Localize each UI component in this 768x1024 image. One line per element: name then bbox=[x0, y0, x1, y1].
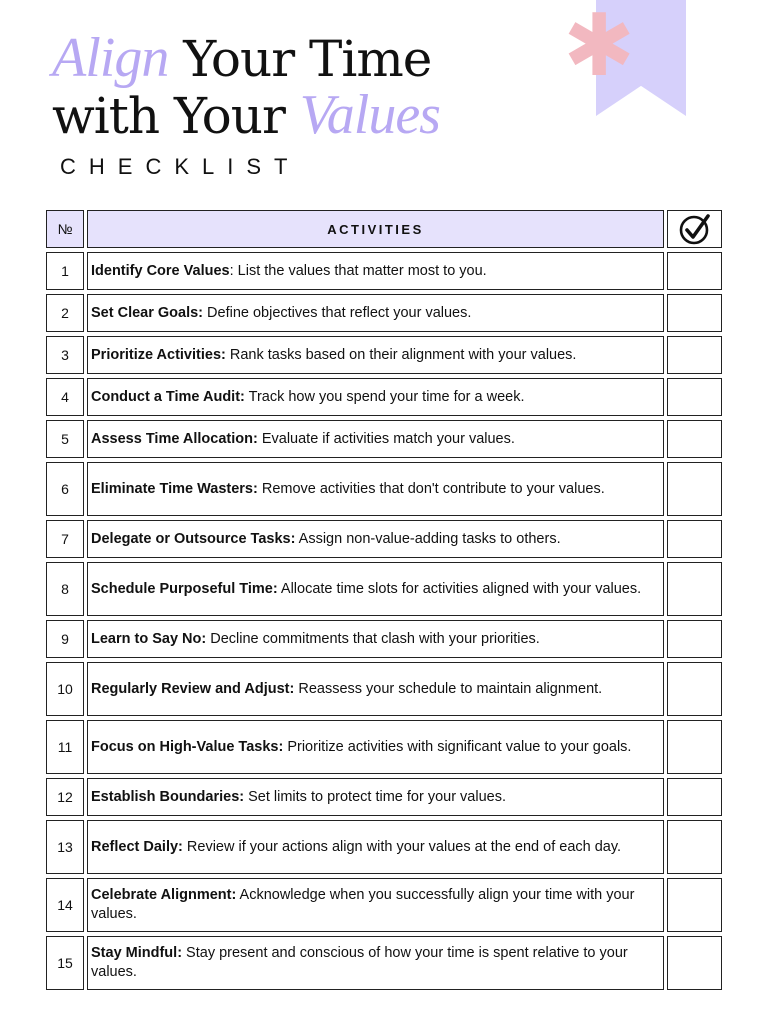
activity-description: Rank tasks based on their alignment with your values. bbox=[225, 346, 577, 363]
activity-description: Decline commitments that clash with your priorities. bbox=[206, 630, 540, 647]
activity-text bbox=[91, 346, 660, 365]
activity-text bbox=[91, 838, 660, 857]
header-activities: ACTIVITIES bbox=[87, 210, 664, 248]
table-row bbox=[46, 378, 722, 416]
check-circle-icon bbox=[678, 212, 712, 246]
row-number: 3 bbox=[46, 336, 84, 374]
activity-description: Remove activities that don't contribute to your values. bbox=[257, 480, 605, 497]
activity-title: Celebrate Alignment: bbox=[91, 887, 237, 903]
table-row bbox=[46, 420, 722, 458]
activity-title: Delegate or Outsource Tasks: bbox=[91, 530, 296, 547]
activity-description: Assign non-value-adding tasks to others. bbox=[295, 530, 561, 547]
activity-description: Reassess your schedule to maintain alignment. bbox=[294, 680, 603, 697]
table-header-row bbox=[46, 210, 722, 248]
table-row bbox=[46, 462, 722, 516]
table-row bbox=[46, 620, 722, 658]
row-activity bbox=[87, 562, 664, 616]
table-row bbox=[46, 336, 722, 374]
activity-text bbox=[91, 630, 660, 649]
activity-text bbox=[91, 430, 660, 449]
table-row bbox=[46, 662, 722, 716]
row-number: 12 bbox=[46, 778, 84, 816]
row-activity bbox=[87, 252, 664, 290]
title-word-with-your: with Your bbox=[52, 87, 285, 145]
activity-text bbox=[91, 304, 660, 323]
activity-description: Define objectives that reflect your values. bbox=[203, 304, 472, 321]
activity-text bbox=[91, 886, 660, 924]
row-number: 11 bbox=[46, 720, 84, 774]
activity-text bbox=[91, 738, 660, 757]
activity-text bbox=[91, 680, 660, 699]
row-checkbox[interactable] bbox=[667, 252, 722, 290]
subtitle-checklist: CHECKLIST bbox=[60, 154, 301, 179]
row-number: 10 bbox=[46, 662, 84, 716]
table-row bbox=[46, 252, 722, 290]
title-word-values: Values bbox=[299, 84, 440, 146]
activity-text bbox=[91, 388, 660, 407]
activity-text bbox=[91, 480, 660, 499]
row-checkbox[interactable] bbox=[667, 778, 722, 816]
row-checkbox[interactable] bbox=[667, 420, 722, 458]
row-checkbox[interactable] bbox=[667, 520, 722, 558]
row-activity bbox=[87, 820, 664, 874]
activity-title: Set Clear Goals: bbox=[91, 304, 204, 321]
page-title bbox=[52, 27, 572, 146]
activity-description: Track how you spend your time for a week. bbox=[244, 388, 525, 405]
activity-title: Establish Boundaries: bbox=[91, 788, 245, 805]
row-activity bbox=[87, 620, 664, 658]
row-checkbox[interactable] bbox=[667, 936, 722, 990]
activity-text bbox=[91, 788, 660, 807]
title-word-align: Align bbox=[52, 27, 169, 89]
row-activity bbox=[87, 462, 664, 516]
row-number: 2 bbox=[46, 294, 84, 332]
row-activity bbox=[87, 294, 664, 332]
activity-title: Prioritize Activities: bbox=[91, 346, 226, 363]
row-checkbox[interactable] bbox=[667, 562, 722, 616]
table-row bbox=[46, 936, 722, 990]
row-activity bbox=[87, 336, 664, 374]
row-checkbox[interactable] bbox=[667, 378, 722, 416]
table-row bbox=[46, 294, 722, 332]
row-activity bbox=[87, 878, 664, 932]
activity-title: Schedule Purposeful Time: bbox=[91, 580, 278, 597]
activity-title: Learn to Say No: bbox=[91, 630, 207, 647]
table-row bbox=[46, 562, 722, 616]
activity-text bbox=[91, 530, 660, 549]
table-row bbox=[46, 778, 722, 816]
row-checkbox[interactable] bbox=[667, 662, 722, 716]
table-row bbox=[46, 720, 722, 774]
header-check-cell bbox=[667, 210, 722, 248]
activity-description: Set limits to protect time for your values. bbox=[244, 788, 506, 805]
row-checkbox[interactable] bbox=[667, 878, 722, 932]
row-number: 4 bbox=[46, 378, 84, 416]
row-number: 6 bbox=[46, 462, 84, 516]
table-row bbox=[46, 878, 722, 932]
activity-title: Reflect Daily: bbox=[91, 838, 183, 855]
row-checkbox[interactable] bbox=[667, 720, 722, 774]
row-number: 1 bbox=[46, 252, 84, 290]
row-number: 13 bbox=[46, 820, 84, 874]
activity-description: Review if your actions align with your values at the end of each day. bbox=[182, 838, 622, 855]
activity-description: Prioritize activities with significant value to your goals. bbox=[283, 738, 632, 755]
row-activity bbox=[87, 420, 664, 458]
row-activity bbox=[87, 662, 664, 716]
row-activity bbox=[87, 778, 664, 816]
activity-description: Stay present and conscious of how your time is spent relative to your values. bbox=[91, 945, 628, 980]
activity-description: Allocate time slots for activities aligned with your values. bbox=[277, 580, 642, 597]
table-row bbox=[46, 520, 722, 558]
row-activity bbox=[87, 936, 664, 990]
activity-title: Conduct a Time Audit: bbox=[91, 388, 245, 405]
activity-title: Stay Mindful: bbox=[91, 945, 183, 961]
activity-text bbox=[91, 944, 660, 982]
row-checkbox[interactable] bbox=[667, 336, 722, 374]
table-row bbox=[46, 820, 722, 874]
row-number: 7 bbox=[46, 520, 84, 558]
row-number: 15 bbox=[46, 936, 84, 990]
checklist-table bbox=[46, 210, 722, 994]
activity-description: : List the values that matter most to you. bbox=[229, 262, 487, 279]
title-word-your-time: Your Time bbox=[183, 30, 432, 88]
header-number: № bbox=[46, 210, 84, 248]
activity-title: Identify Core Values bbox=[91, 262, 230, 279]
activity-description: Acknowledge when you successfully align your time with your values. bbox=[91, 887, 635, 922]
row-number: 5 bbox=[46, 420, 84, 458]
activity-title: Regularly Review and Adjust: bbox=[91, 680, 295, 697]
activity-text bbox=[91, 580, 660, 599]
row-checkbox[interactable] bbox=[667, 620, 722, 658]
row-activity bbox=[87, 720, 664, 774]
row-checkbox[interactable] bbox=[667, 462, 722, 516]
row-number: 14 bbox=[46, 878, 84, 932]
activity-text bbox=[91, 262, 660, 281]
row-activity bbox=[87, 378, 664, 416]
activity-description: Evaluate if activities match your values. bbox=[257, 430, 515, 447]
activity-title: Eliminate Time Wasters: bbox=[91, 480, 258, 497]
activity-title: Assess Time Allocation: bbox=[91, 430, 258, 447]
row-number: 9 bbox=[46, 620, 84, 658]
row-checkbox[interactable] bbox=[667, 294, 722, 332]
row-number: 8 bbox=[46, 562, 84, 616]
asterisk-icon: ✱ bbox=[563, 0, 636, 96]
table-body bbox=[46, 252, 722, 990]
row-checkbox[interactable] bbox=[667, 820, 722, 874]
activity-title: Focus on High-Value Tasks: bbox=[91, 738, 284, 755]
row-activity bbox=[87, 520, 664, 558]
